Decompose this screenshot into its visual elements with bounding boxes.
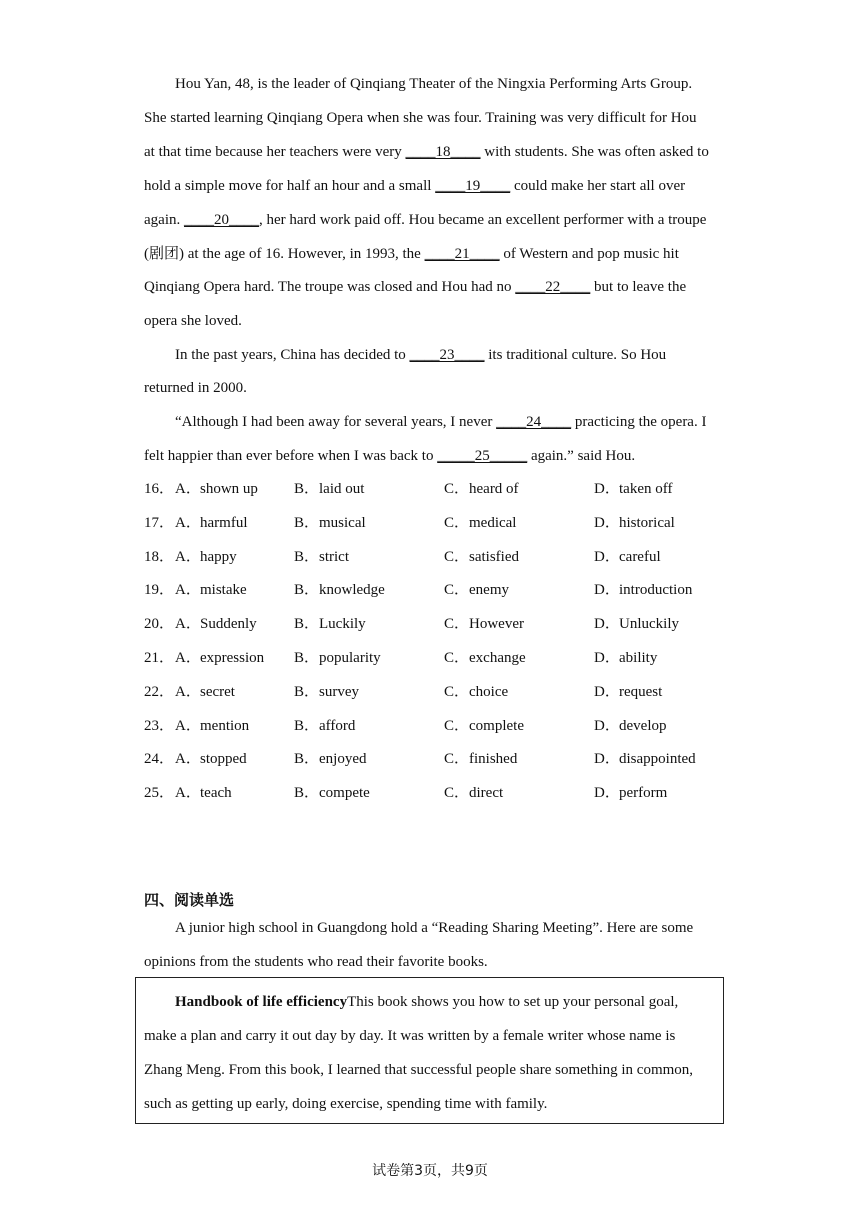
passage-text: of Western and pop music hit [499,246,679,262]
option-letter: B． [294,650,320,666]
passage-text: opera she loved. [144,313,242,329]
option-d[interactable] [594,648,657,668]
option-b[interactable] [294,716,355,736]
option-text: perform [619,785,668,801]
option-letter: C． [444,515,470,531]
question-row [144,547,744,567]
option-text: happy [200,549,237,565]
passage-text: could make her start all over [510,178,686,194]
option-letter: A． [175,684,201,700]
option-d[interactable] [594,580,692,600]
option-text: Suddenly [200,616,257,632]
option-text: shown up [200,481,258,497]
option-text: stopped [200,751,247,767]
option-text: laid out [319,481,365,497]
option-b[interactable] [294,783,370,803]
answer-blank[interactable]: _____25_____ [437,448,528,464]
option-letter: B． [294,549,320,565]
passage-line [175,412,706,432]
passage-text: , her hard work paid off. Hou became an excellent performer with a troupe [258,212,707,228]
passage-text: She started learning Qinqiang Opera when she was four. Training was very difficult for Hou [144,110,697,126]
option-letter: B． [294,582,320,598]
question-row [144,479,744,499]
option-c[interactable] [444,580,509,600]
question-number: 16． [144,481,175,497]
option-a[interactable] [175,749,247,769]
option-letter: A． [175,785,201,801]
option-text: historical [619,515,675,531]
option-letter: C． [444,549,470,565]
question-number: 17． [144,515,175,531]
option-text: expression [200,650,265,666]
option-b[interactable] [294,479,364,499]
option-letter: B． [294,718,320,734]
section-intro-line-1: A junior high school in Guangdong hold a “Reading Sharing Meeting”. Here are some [175,920,694,936]
option-b[interactable] [294,682,359,702]
option-text: heard of [469,481,519,497]
option-letter: D． [594,481,620,497]
option-b[interactable] [294,580,385,600]
option-d[interactable] [594,513,675,533]
question-number: 22． [144,684,175,700]
passage-line [175,345,666,365]
option-text: medical [469,515,517,531]
option-a[interactable] [175,580,247,600]
section-title: 四、阅读单选 [144,891,235,909]
option-c[interactable] [444,547,519,567]
question-row [144,580,744,600]
option-d[interactable] [594,479,672,499]
answer-blank[interactable]: ____20____ [183,212,259,228]
option-text: taken off [619,481,673,497]
option-letter: B． [294,515,320,531]
book-opinion-box [135,977,724,1124]
option-a[interactable] [175,547,237,567]
option-a[interactable] [175,682,235,702]
question-number: 19． [144,582,175,598]
question-number: 21． [144,650,175,666]
option-letter: C． [444,650,470,666]
passage-text: practicing the opera. I [571,414,707,430]
option-text: teach [200,785,232,801]
option-text: disappointed [619,751,696,767]
page-footer: 试卷第3页，共9页 [372,1163,488,1179]
option-letter: D． [594,549,620,565]
option-text: mention [200,718,250,734]
option-d[interactable] [594,783,667,803]
passage-text: (剧团) at the age of 16. However, in 1993, the [144,246,425,262]
option-letter: D． [594,751,620,767]
option-text: finished [469,751,518,767]
option-text: survey [319,684,359,700]
option-letter: A． [175,650,201,666]
option-letter: B． [294,751,320,767]
option-c[interactable] [444,513,516,533]
option-text: enjoyed [319,751,367,767]
question-number: 23． [144,718,175,734]
option-a[interactable] [175,513,247,533]
option-text: complete [469,718,524,734]
option-letter: C． [444,785,470,801]
passage-text: with students. She was often asked to [480,144,709,160]
passage-text: Hou Yan, 48, is the leader of Qinqiang Theater of the Ningxia Performing Arts Group. [175,76,693,92]
passage-text: Qinqiang Opera hard. The troupe was closed and Hou had no [144,279,516,295]
option-text: direct [469,785,504,801]
passage-text: its traditional culture. So Hou [484,347,667,363]
option-text: Luckily [319,616,366,632]
passage-text: In the past years, China has decided to [175,347,410,363]
option-letter: C． [444,481,470,497]
passage-line [144,311,242,331]
book-opinion-line-2: make a plan and carry it out day by day. It was written by a female writer whose name is [144,1028,676,1044]
option-letter: C． [444,582,470,598]
passage-text: hold a simple move for half an hour and a small [144,178,436,194]
option-text: develop [619,718,667,734]
passage-text: again. [144,212,184,228]
option-d[interactable] [594,749,696,769]
answer-blank[interactable]: ____18____ [405,144,481,160]
option-letter: C． [444,718,470,734]
book-opinion-text: This book shows you how to set up your personal goal, [347,994,679,1010]
option-text: strict [319,549,349,565]
option-letter: C． [444,684,470,700]
passage-line [144,176,685,196]
option-text: careful [619,549,661,565]
answer-blank[interactable]: ____23____ [409,347,485,363]
question-row [144,716,744,736]
option-text: enemy [469,582,509,598]
book-opinion-line-1 [175,992,678,1012]
passage-line [144,210,706,230]
passage-text: again.” said Hou. [527,448,636,464]
passage-line [144,108,697,128]
option-text: mistake [200,582,247,598]
option-letter: D． [594,650,620,666]
book-opinion-line-3: Zhang Meng. From this book, I learned that successful people share something in common, [144,1062,694,1078]
option-text: afford [319,718,356,734]
question-number: 24． [144,751,175,767]
answer-blank[interactable]: ____19____ [435,178,511,194]
option-a[interactable] [175,783,232,803]
option-text: satisfied [469,549,519,565]
passage-line [144,244,679,264]
option-b[interactable] [294,513,366,533]
option-d[interactable] [594,682,662,702]
option-a[interactable] [175,648,264,668]
option-letter: A． [175,718,201,734]
option-d[interactable] [594,614,679,634]
option-b[interactable] [294,547,349,567]
option-c[interactable] [444,716,524,736]
option-text: request [619,684,663,700]
option-letter: B． [294,616,320,632]
option-text: compete [319,785,370,801]
option-text: knowledge [319,582,385,598]
option-text: introduction [619,582,693,598]
question-row [144,783,744,803]
option-c[interactable] [444,783,503,803]
option-text: musical [319,515,366,531]
option-letter: A． [175,616,201,632]
option-a[interactable] [175,614,257,634]
question-number: 25． [144,785,175,801]
question-number: 18． [144,549,175,565]
book-opinion-line-4: such as getting up early, doing exercise, spending time with family. [144,1096,548,1112]
option-text: Unluckily [619,616,679,632]
option-text: popularity [319,650,381,666]
question-row [144,682,744,702]
question-row [144,513,744,533]
question-row [144,614,744,634]
option-text: ability [619,650,658,666]
option-letter: D． [594,684,620,700]
option-b[interactable] [294,614,366,634]
option-d[interactable] [594,547,661,567]
option-letter: C． [444,616,470,632]
option-c[interactable] [444,648,526,668]
passage-line [175,74,692,94]
option-text: choice [469,684,509,700]
section-intro-line-2: opinions from the students who read their favorite books. [144,954,488,970]
option-letter: A． [175,751,201,767]
passage-text: at that time because her teachers were very [144,144,406,160]
option-c[interactable] [444,682,508,702]
option-letter: B． [294,785,320,801]
option-text: harmful [200,515,248,531]
option-text: However [469,616,524,632]
question-row [144,749,744,769]
option-letter: C． [444,751,470,767]
question-number: 20． [144,616,175,632]
option-letter: A． [175,515,201,531]
option-c[interactable] [444,479,519,499]
option-b[interactable] [294,749,366,769]
answer-blank[interactable]: ____22____ [515,279,591,295]
passage-line [144,446,635,466]
option-letter: D． [594,718,620,734]
option-c[interactable] [444,749,517,769]
option-letter: D． [594,515,620,531]
option-text: secret [200,684,235,700]
option-a[interactable] [175,479,258,499]
book-title: Handbook of life efficiency [175,994,348,1010]
option-d[interactable] [594,716,666,736]
answer-blank[interactable]: ____24____ [496,414,572,430]
option-text: exchange [469,650,526,666]
option-letter: A． [175,582,201,598]
option-letter: D． [594,582,620,598]
passage-text: felt happier than ever before when I was back to [144,448,438,464]
answer-blank[interactable]: ____21____ [424,246,500,262]
passage-line [144,277,686,297]
option-letter: B． [294,481,320,497]
passage-text: but to leave the [590,279,687,295]
option-b[interactable] [294,648,381,668]
option-a[interactable] [175,716,249,736]
option-letter: D． [594,785,620,801]
option-letter: A． [175,481,201,497]
question-row [144,648,744,668]
passage-text: returned in 2000. [144,380,247,396]
option-letter: D． [594,616,620,632]
option-letter: A． [175,549,201,565]
passage-text: “Although I had been away for several years, I never [175,414,497,430]
option-letter: B． [294,684,320,700]
option-c[interactable] [444,614,524,634]
passage-line [144,142,709,162]
passage-line [144,378,247,398]
